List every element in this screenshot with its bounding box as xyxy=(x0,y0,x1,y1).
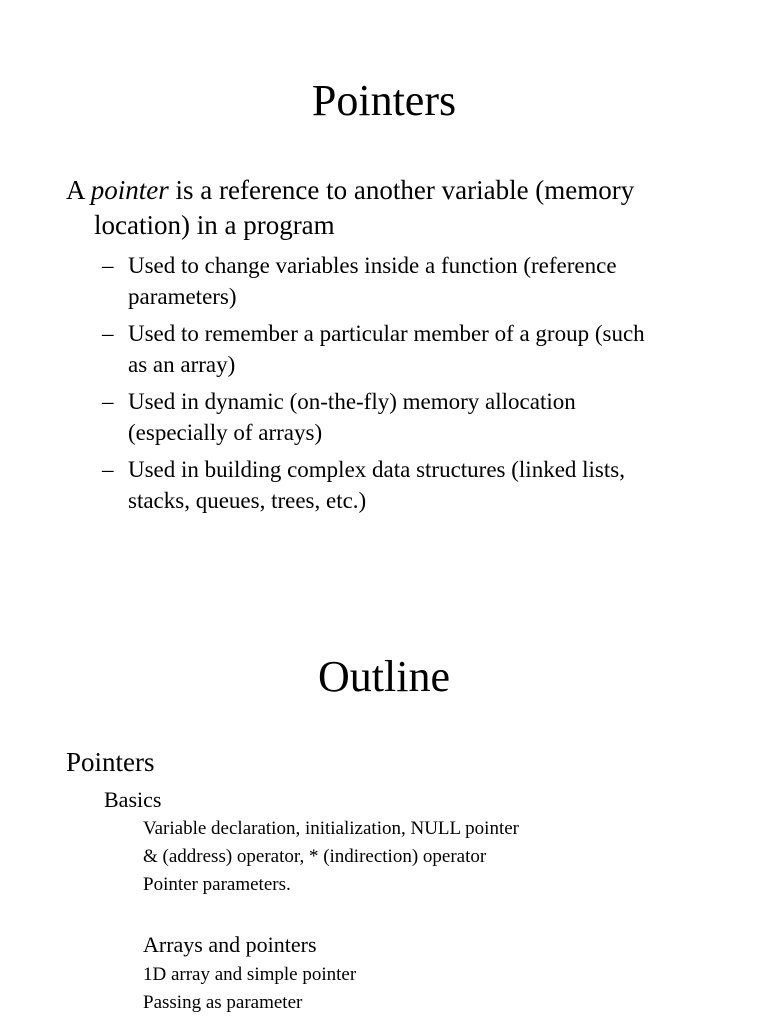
outline-arrays-item: Passing as parameter xyxy=(143,992,303,1013)
list-item xyxy=(102,454,708,516)
list-item-line2: (especially of arrays) xyxy=(128,420,323,445)
slide-title-outline: Outline xyxy=(318,652,450,701)
list-item xyxy=(102,386,708,448)
list-item-line2: parameters) xyxy=(128,284,237,309)
list-item xyxy=(102,318,708,380)
outline-basics-heading: Basics xyxy=(104,787,162,812)
list-item-line2: as an array) xyxy=(128,352,236,377)
list-item-line2: stacks, queues, trees, etc.) xyxy=(128,488,367,513)
intro-rest: is a reference to another variable (memory xyxy=(168,175,635,205)
intro-term: pointer xyxy=(90,175,169,205)
list-item-line1: Used in building complex data structures (linked lists, xyxy=(128,457,625,482)
slide-title-pointers: Pointers xyxy=(311,76,457,125)
dash-bullet: – xyxy=(102,389,114,414)
dash-bullet: – xyxy=(102,253,114,278)
intro-line2: location) in a program xyxy=(94,210,335,240)
list-item-line1: Used in dynamic (on-the-fly) memory allocation xyxy=(128,389,576,414)
pointer-uses-list xyxy=(102,250,708,522)
intro-paragraph xyxy=(66,173,716,243)
list-item-line1: Used to change variables inside a function (reference xyxy=(128,253,617,278)
outline-basics-item: Pointer parameters. xyxy=(143,874,291,895)
list-item-line1: Used to remember a particular member of a group (such xyxy=(128,321,645,346)
outline-basics-item: Variable declaration, initialization, NULL pointer xyxy=(143,818,519,839)
outline-arrays-heading: Arrays and pointers xyxy=(143,932,317,957)
dash-bullet: – xyxy=(102,321,114,346)
intro-prefix: A xyxy=(66,175,91,205)
outline-basics-item: & (address) operator, * (indirection) operator xyxy=(143,846,487,867)
dash-bullet: – xyxy=(102,457,114,482)
outline-arrays-item: 1D array and simple pointer xyxy=(143,964,357,985)
list-item xyxy=(102,250,708,312)
outline-level1-pointers: Pointers xyxy=(66,747,155,777)
